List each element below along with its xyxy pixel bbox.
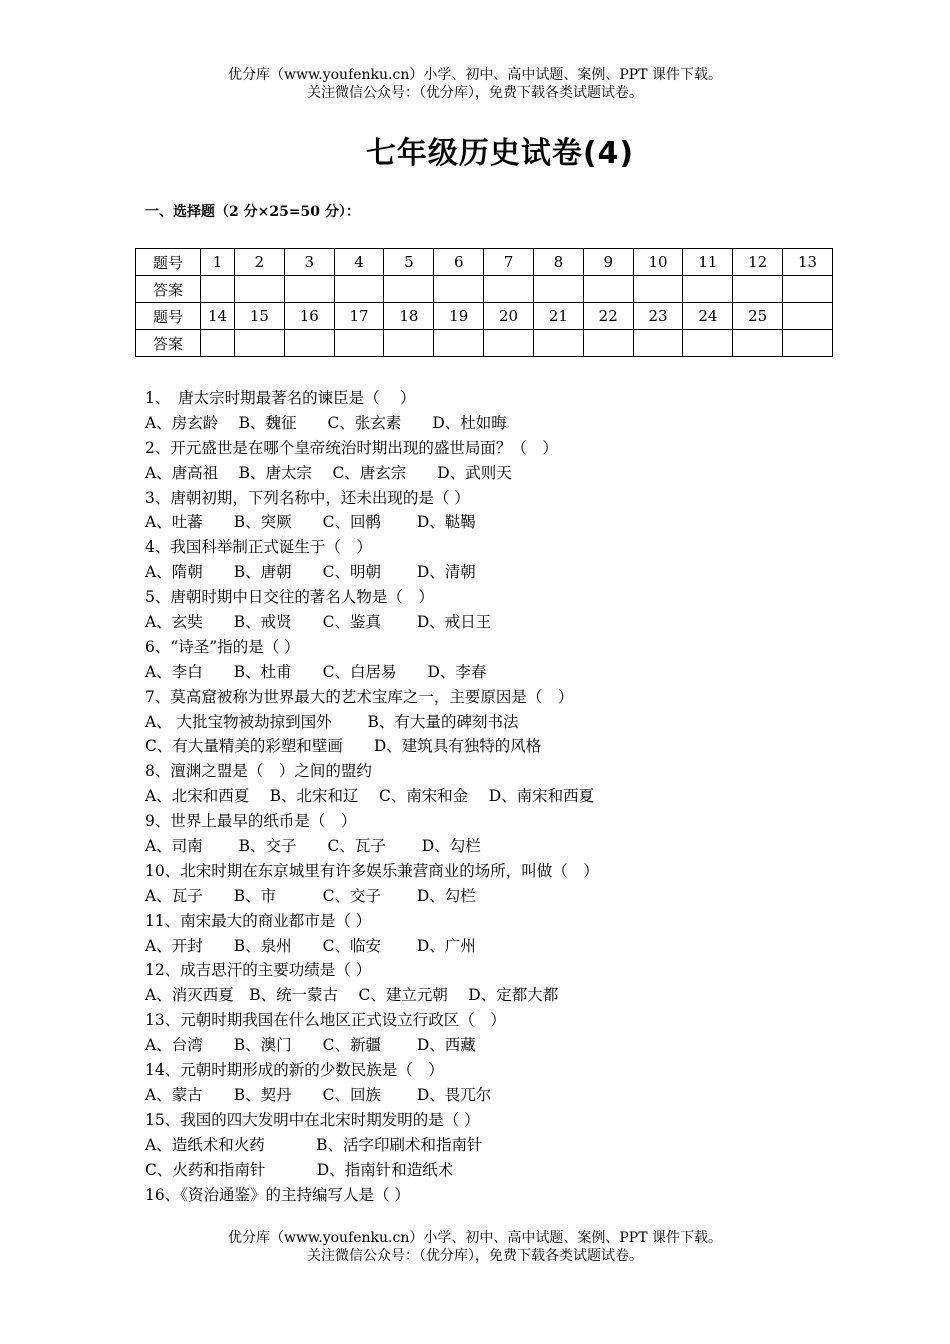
header-line-1: 优分库（www.youfenku.cn）小学、初中、高中试题、案例、PPT 课件下载。 <box>227 67 722 83</box>
question-number-cell: 19 <box>434 303 484 330</box>
answer-cell[interactable] <box>533 276 583 303</box>
answer-cell[interactable] <box>235 276 285 303</box>
question-options: A、造纸术和火药 B、活字印刷术和指南针 <box>145 1135 483 1154</box>
question-stem: 1、 唐太宗时期最著名的谏臣是（ ） <box>145 389 416 407</box>
question-stem: 14、元朝时期形成的新的少数民族是（ ） <box>145 1061 444 1080</box>
answer-cell[interactable] <box>484 330 534 357</box>
footer-line-2: 关注微信公众号：（优分库），免费下载各类试题试卷。 <box>307 1248 643 1264</box>
question-options: A、玄奘 B、戒贤 C、鉴真 D、戒日王 <box>145 613 492 632</box>
answer-row-label: 答案 <box>136 330 201 357</box>
answer-cell[interactable] <box>583 330 633 357</box>
answer-cell[interactable] <box>284 330 334 357</box>
number-row <box>136 249 833 276</box>
question-options: A、消灭西夏 B、统一蒙古 C、建立元朝 D、定都大都 <box>145 986 559 1005</box>
answer-cell[interactable] <box>334 276 384 303</box>
answer-row <box>136 276 833 303</box>
question-number-cell: 9 <box>583 249 633 276</box>
question-number-cell: 4 <box>334 249 384 276</box>
answer-cell[interactable] <box>633 276 683 303</box>
question-options: A、李白 B、杜甫 C、白居易 D、李春 <box>145 662 487 681</box>
question-options: A、 大批宝物被劫掠到国外 B、有大量的碑刻书法 <box>145 712 519 731</box>
question-number-cell: 14 <box>201 303 235 330</box>
question-number-cell: 8 <box>533 249 583 276</box>
answer-cell[interactable] <box>284 276 334 303</box>
question-stem: 2、开元盛世是在哪个皇帝统治时期出现的盛世局面？（ ） <box>145 438 558 457</box>
question-stem: 13、元朝时期我国在什么地区正式设立行政区（ ） <box>145 1011 506 1030</box>
question-number-cell: 3 <box>284 249 334 276</box>
question-number-cell: 5 <box>384 249 434 276</box>
answer-cell[interactable] <box>201 330 235 357</box>
question-number-cell: 21 <box>533 303 583 330</box>
question-number-cell: 11 <box>683 249 733 276</box>
question-number-cell: 15 <box>235 303 285 330</box>
answer-cell[interactable] <box>633 330 683 357</box>
question-stem: 11、南宋最大的商业都市是（ ） <box>145 911 372 930</box>
section-heading: 一、选择题（2 分×25=50 分）： <box>145 204 360 220</box>
question-stem: 5、唐朝时期中日交往的著名人物是（ ） <box>145 588 434 607</box>
answer-cell[interactable] <box>783 276 833 303</box>
question-options: A、蒙古 B、契丹 C、回族 D、畏兀尔 <box>145 1085 492 1104</box>
question-options: A、台湾 B、澳门 C、新疆 D、西藏 <box>145 1036 476 1055</box>
question-options: A、唐高祖 B、唐太宗 C、唐玄宗 D、武则天 <box>145 463 512 482</box>
answer-cell[interactable] <box>733 276 783 303</box>
question-stem: 12、成吉思汗的主要功绩是（ ） <box>145 961 372 980</box>
answer-cell[interactable] <box>235 330 285 357</box>
question-number-cell: 13 <box>783 249 833 276</box>
question-number-cell: 2 <box>235 249 285 276</box>
footer-line-1: 优分库（www.youfenku.cn）小学、初中、高中试题、案例、PPT 课件下载。 <box>227 1230 722 1246</box>
question-options: A、瓦子 B、市 C、交子 D、勾栏 <box>145 886 476 905</box>
question-options: A、司南 B、交子 C、瓦子 D、勾栏 <box>145 837 481 856</box>
question-options: A、北宋和西夏 B、北宋和辽 C、南宋和金 D、南宋和西夏 <box>145 787 595 806</box>
answer-cell[interactable] <box>384 276 434 303</box>
question-options: A、吐蕃 B、突厥 C、回鹘 D、鞑鞨 <box>145 513 476 532</box>
question-options: C、火药和指南针 D、指南针和造纸术 <box>145 1160 454 1179</box>
question-number-cell: 25 <box>733 303 783 330</box>
question-number-cell: 17 <box>334 303 384 330</box>
question-number-cell: 18 <box>384 303 434 330</box>
answer-row <box>136 330 833 357</box>
answer-cell[interactable] <box>533 330 583 357</box>
question-stem: 6、“诗圣”指的是（ ） <box>145 637 300 656</box>
question-stem: 3、唐朝初期，下列名称中，还未出现的是（ ） <box>145 488 470 507</box>
number-row-label: 题号 <box>136 249 201 276</box>
question-stem: 15、我国的四大发明中在北宋时期发明的是（ ） <box>145 1110 480 1129</box>
number-row-label: 题号 <box>136 303 201 330</box>
answer-table <box>135 248 833 357</box>
question-stem: 7、莫高窟被称为世界最大的艺术宝库之一，主要原因是（ ） <box>145 687 574 706</box>
question-stem: 9、世界上最早的纸币是（ ） <box>145 812 357 831</box>
question-stem: 8、澶渊之盟是（ ）之间的盟约 <box>145 762 372 781</box>
answer-cell[interactable] <box>484 276 534 303</box>
question-number-cell: 22 <box>583 303 633 330</box>
question-list <box>145 386 845 1207</box>
question-stem: 10、北宋时期在东京城里有许多娱乐兼营商业的场所，叫做（ ） <box>145 861 599 880</box>
question-number-cell: 16 <box>284 303 334 330</box>
question-number-cell: 1 <box>201 249 235 276</box>
question-options: A、开封 B、泉州 C、临安 D、广州 <box>145 936 476 955</box>
question-number-cell: 10 <box>633 249 683 276</box>
answer-cell[interactable] <box>683 276 733 303</box>
header-line-2: 关注微信公众号：（优分库），免费下载各类试题试卷。 <box>307 85 643 101</box>
page-title: 七年级历史试卷(4) <box>365 136 635 171</box>
question-stem: 16、《资治通鉴》的主持编写人是（ ） <box>145 1185 410 1204</box>
answer-cell[interactable] <box>583 276 633 303</box>
answer-cell[interactable] <box>434 330 484 357</box>
page-header <box>0 66 950 102</box>
answer-row-label: 答案 <box>136 276 201 303</box>
question-number-cell: 23 <box>633 303 683 330</box>
question-number-cell: 6 <box>434 249 484 276</box>
page-footer <box>0 1229 950 1265</box>
answer-cell[interactable] <box>783 330 833 357</box>
question-number-cell: 7 <box>484 249 534 276</box>
question-options: C、有大量精美的彩塑和壁画 D、建筑具有独特的风格 <box>145 737 542 756</box>
question-stem: 4、我国科举制正式诞生于（ ） <box>145 538 372 557</box>
question-number-cell: 20 <box>484 303 534 330</box>
answer-cell[interactable] <box>434 276 484 303</box>
question-options: A、隋朝 B、唐朝 C、明朝 D、清朝 <box>145 563 476 582</box>
answer-cell[interactable] <box>683 330 733 357</box>
question-number-cell <box>783 303 833 330</box>
question-number-cell: 24 <box>683 303 733 330</box>
question-number-cell: 12 <box>733 249 783 276</box>
answer-cell[interactable] <box>733 330 783 357</box>
answer-cell[interactable] <box>384 330 434 357</box>
answer-cell[interactable] <box>201 276 235 303</box>
question-options: A、房玄龄 B、魏征 C、张玄素 D、杜如晦 <box>145 413 507 432</box>
answer-cell[interactable] <box>334 330 384 357</box>
number-row <box>136 303 833 330</box>
